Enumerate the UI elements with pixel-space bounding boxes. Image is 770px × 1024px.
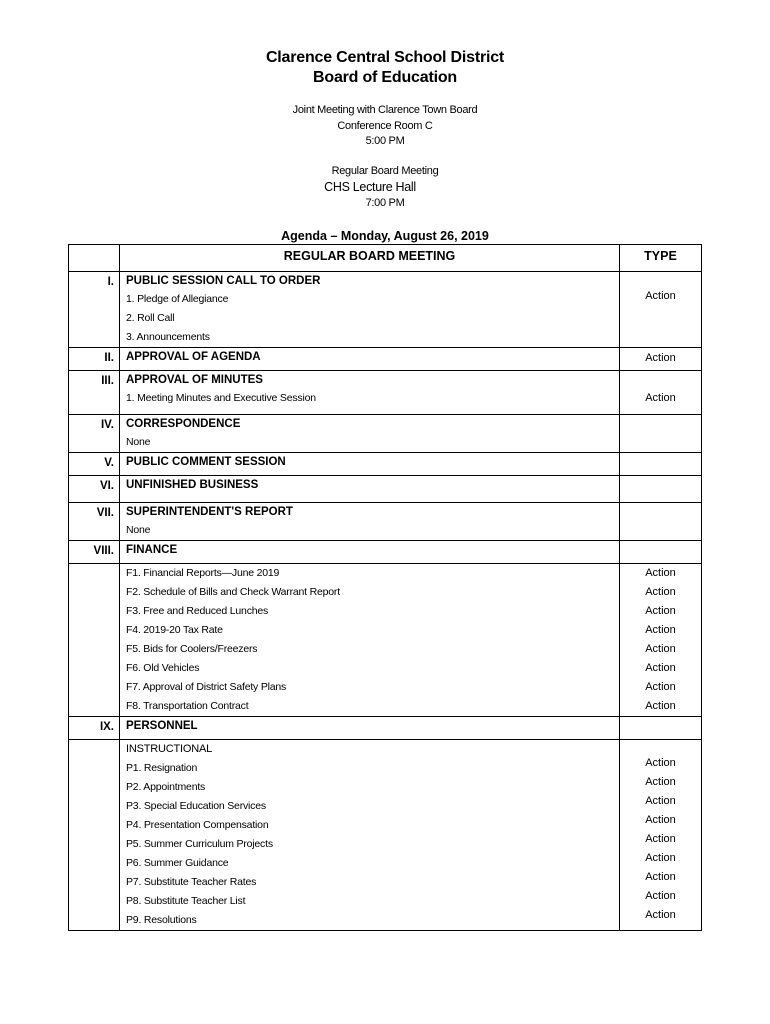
section-row — [69, 371, 702, 415]
section-body — [120, 371, 620, 415]
type-cell — [620, 415, 702, 453]
item-line: P7. Substitute Teacher Rates — [126, 876, 257, 888]
type-action: Action — [645, 352, 676, 364]
section-number: II. — [69, 348, 120, 371]
joint-time: 5:00 PM — [365, 135, 405, 147]
section-row — [69, 541, 702, 564]
item-line: 2. Roll Call — [126, 312, 175, 324]
section-number: III. — [69, 371, 120, 415]
section-number: VIII. — [69, 541, 120, 564]
section-body — [120, 348, 620, 371]
item-line: F7. Approval of District Safety Plans — [126, 681, 287, 693]
type-action: Action — [645, 605, 676, 617]
type-cell — [620, 272, 702, 348]
type-cell — [620, 348, 702, 371]
regular-time: 7:00 PM — [365, 197, 405, 209]
section-row — [69, 503, 702, 541]
section-number-empty — [69, 564, 120, 717]
joint-meeting: Joint Meeting with Clarence Town Board — [292, 104, 478, 116]
section-body — [120, 453, 620, 476]
item-line: P4. Presentation Compensation — [126, 819, 269, 831]
section-body — [120, 541, 620, 564]
type-cell — [620, 371, 702, 415]
type-cell — [620, 740, 702, 931]
type-cell — [620, 717, 702, 740]
item-line: None — [126, 524, 151, 536]
section-body — [120, 415, 620, 453]
item-line: None — [126, 436, 151, 448]
agenda-title: Agenda – Monday, August 26, 2019 — [281, 229, 489, 243]
section-row — [69, 272, 702, 348]
regular-meeting: Regular Board Meeting — [331, 165, 439, 177]
district-title: Clarence Central School District — [265, 49, 505, 66]
type-cell — [620, 453, 702, 476]
type-action: Action — [645, 909, 676, 921]
section-title: PUBLIC SESSION CALL TO ORDER — [126, 275, 321, 287]
section-body — [120, 476, 620, 503]
type-action: Action — [645, 890, 676, 902]
section-row — [69, 453, 702, 476]
section-row — [69, 348, 702, 371]
section-number-empty — [69, 740, 120, 931]
type-action: Action — [645, 776, 676, 788]
type-action: Action — [645, 700, 676, 712]
type-action: Action — [645, 681, 676, 693]
item-line: P3. Special Education Services — [126, 800, 266, 812]
section-number: VI. — [69, 476, 120, 503]
type-action: Action — [645, 814, 676, 826]
section-number: I. — [69, 272, 120, 348]
type-cell — [620, 564, 702, 717]
item-line: P6. Summer Guidance — [126, 857, 229, 869]
type-action: Action — [645, 624, 676, 636]
section-body — [120, 272, 620, 348]
section-title: PUBLIC COMMENT SESSION — [126, 456, 286, 468]
section-number: IV. — [69, 415, 120, 453]
type-cell — [620, 476, 702, 503]
item-line: 1. Pledge of Allegiance — [126, 293, 229, 305]
header-num-cell — [69, 245, 120, 272]
section-items-row — [69, 740, 702, 931]
subsection-heading: INSTRUCTIONAL — [126, 743, 213, 755]
type-action: Action — [645, 852, 676, 864]
type-action: Action — [645, 392, 676, 404]
agenda-table — [68, 244, 702, 931]
type-cell — [620, 503, 702, 541]
item-line: 3. Announcements — [126, 331, 210, 343]
type-action: Action — [645, 586, 676, 598]
section-title: UNFINISHED BUSINESS — [126, 479, 259, 491]
item-line: 1. Meeting Minutes and Executive Session — [126, 392, 316, 404]
col-heading: REGULAR BOARD MEETING — [120, 245, 620, 272]
section-title: CORRESPONDENCE — [126, 418, 241, 430]
item-line: P5. Summer Curriculum Projects — [126, 838, 273, 850]
section-body — [120, 717, 620, 740]
item-line: F5. Bids for Coolers/Freezers — [126, 643, 258, 655]
item-line: P1. Resignation — [126, 762, 198, 774]
type-action: Action — [645, 662, 676, 674]
type-action: Action — [645, 290, 676, 302]
type-action: Action — [645, 643, 676, 655]
type-action: Action — [645, 795, 676, 807]
item-line: P9. Resolutions — [126, 914, 197, 926]
item-line: F3. Free and Reduced Lunches — [126, 605, 269, 617]
type-action: Action — [645, 757, 676, 769]
section-number: IX. — [69, 717, 120, 740]
section-number: VII. — [69, 503, 120, 541]
item-line: F1. Financial Reports—June 2019 — [126, 567, 280, 579]
item-line: F8. Transportation Contract — [126, 700, 249, 712]
joint-location: Conference Room C — [337, 120, 433, 132]
section-number: V. — [69, 453, 120, 476]
board-title: Board of Education — [313, 69, 457, 86]
type-action: Action — [645, 833, 676, 845]
item-line: P8. Substitute Teacher List — [126, 895, 246, 907]
item-line: F4. 2019-20 Tax Rate — [126, 624, 223, 636]
section-title: PERSONNEL — [126, 720, 198, 732]
section-row — [69, 415, 702, 453]
type-cell — [620, 541, 702, 564]
type-action: Action — [645, 567, 676, 579]
item-line: P2. Appointments — [126, 781, 206, 793]
type-action: Action — [645, 871, 676, 883]
section-items — [120, 564, 620, 717]
type-heading: TYPE — [620, 245, 702, 272]
regular-location: CHS Lecture Hall — [324, 180, 416, 194]
section-body — [120, 503, 620, 541]
section-title: FINANCE — [126, 544, 178, 556]
section-title: SUPERINTENDENT'S REPORT — [126, 506, 293, 518]
item-line: F2. Schedule of Bills and Check Warrant Report — [126, 586, 340, 598]
section-title: APPROVAL OF MINUTES — [126, 374, 263, 386]
section-items — [120, 740, 620, 931]
section-title: APPROVAL OF AGENDA — [126, 351, 261, 363]
section-row — [69, 717, 702, 740]
section-row — [69, 476, 702, 503]
item-line: F6. Old Vehicles — [126, 662, 200, 674]
table-header-row — [69, 245, 702, 272]
section-items-row — [69, 564, 702, 717]
